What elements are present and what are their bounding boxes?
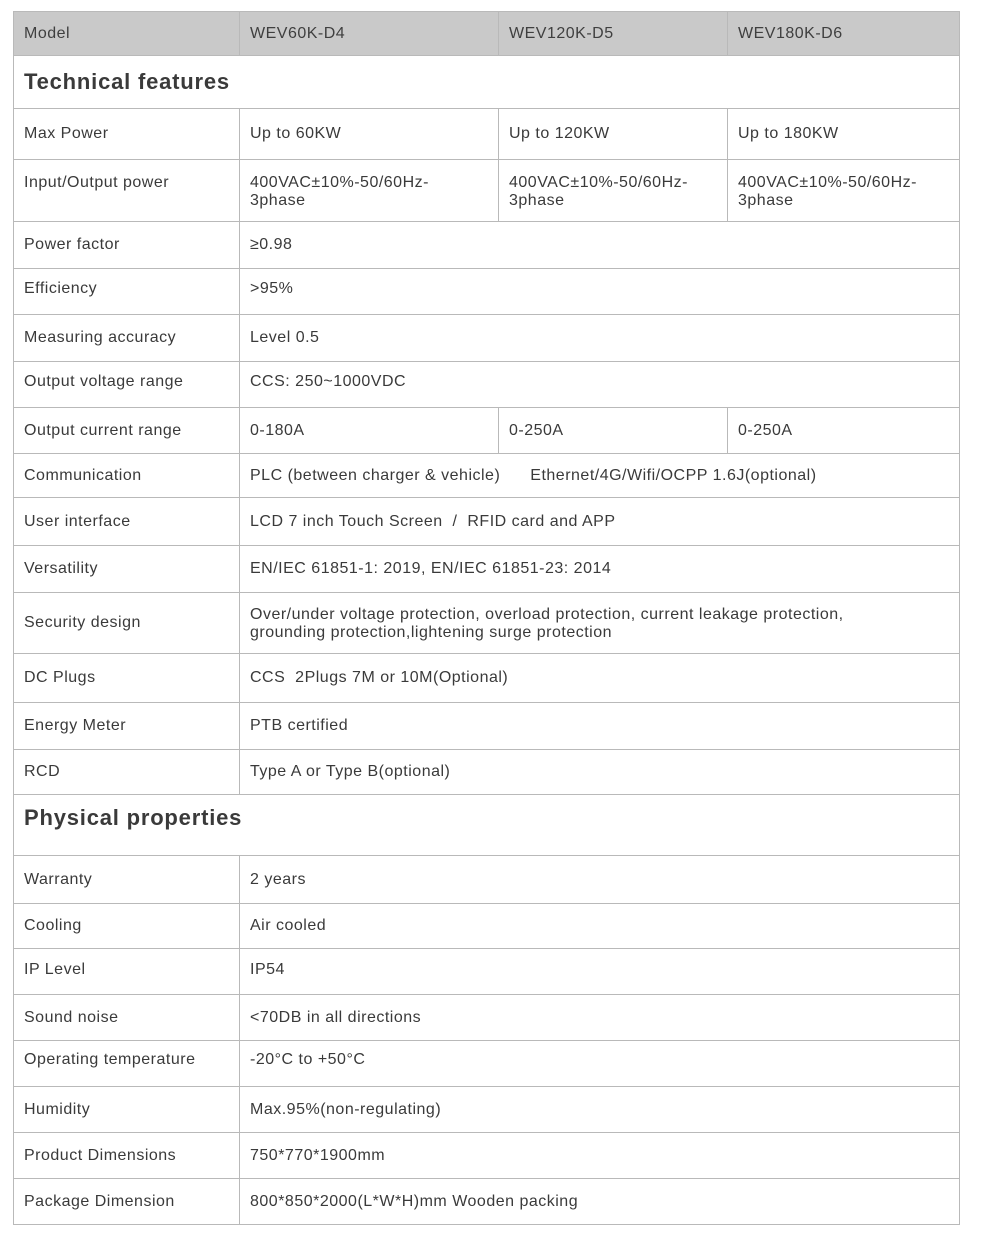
spec-label: Cooling xyxy=(14,904,240,949)
table-row xyxy=(14,222,960,269)
spec-label: Communication xyxy=(14,454,240,498)
table-row xyxy=(14,949,960,995)
section-title-physical: Physical properties xyxy=(14,795,960,856)
table-row xyxy=(14,498,960,546)
spec-value: 800*850*2000(L*W*H)mm Wooden packing xyxy=(240,1179,960,1225)
spec-value-line: Over/under voltage protection, overload protection, current leakage protection, xyxy=(250,606,844,623)
spec-value xyxy=(240,160,499,222)
table-row xyxy=(14,750,960,795)
spec-label: Measuring accuracy xyxy=(14,315,240,362)
spec-label: IP Level xyxy=(14,949,240,995)
spec-label: Output voltage range xyxy=(14,362,240,408)
table-row xyxy=(14,408,960,454)
spec-value: Air cooled xyxy=(240,904,960,949)
spec-label: Humidity xyxy=(14,1087,240,1133)
spec-value-line: 400VAC±10%-50/60Hz- xyxy=(250,174,429,191)
spec-value-line: grounding protection,lightening surge protection xyxy=(250,624,613,641)
table-row xyxy=(14,856,960,904)
spec-value: Type A or Type B(optional) xyxy=(240,750,960,795)
spec-value: >95% xyxy=(240,269,960,315)
spec-value: -20°C to +50°C xyxy=(240,1041,960,1087)
spec-label: Package Dimension xyxy=(14,1179,240,1225)
spec-value: CCS: 250~1000VDC xyxy=(240,362,960,408)
table-row xyxy=(14,109,960,160)
table-row xyxy=(14,654,960,703)
table-row xyxy=(14,1087,960,1133)
spec-label: Input/Output power xyxy=(14,160,240,222)
spec-value: IP54 xyxy=(240,949,960,995)
spec-value: CCS 2Plugs 7M or 10M(Optional) xyxy=(240,654,960,703)
section-row xyxy=(14,56,960,109)
model-label: Model xyxy=(14,12,240,56)
model-name: WEV60K-D4 xyxy=(240,12,499,56)
spec-label: Product Dimensions xyxy=(14,1133,240,1179)
spec-value xyxy=(499,160,728,222)
spec-value: 0-250A xyxy=(499,408,728,454)
spec-label: Sound noise xyxy=(14,995,240,1041)
spec-value-line: 400VAC±10%-50/60Hz- xyxy=(738,174,917,191)
model-name: WEV180K-D6 xyxy=(728,12,960,56)
spec-label: Versatility xyxy=(14,546,240,593)
spec-value: Level 0.5 xyxy=(240,315,960,362)
spec-label: Max Power xyxy=(14,109,240,160)
spec-value-line: 3phase xyxy=(738,192,794,209)
spec-value xyxy=(240,593,960,654)
table-row xyxy=(14,1179,960,1225)
table-row xyxy=(14,995,960,1041)
header-row xyxy=(14,12,960,56)
spec-label: DC Plugs xyxy=(14,654,240,703)
spec-value-line: 3phase xyxy=(250,192,306,209)
spec-value-part: PLC (between charger & vehicle) xyxy=(250,466,501,484)
spec-value: 750*770*1900mm xyxy=(240,1133,960,1179)
table-row xyxy=(14,546,960,593)
spec-value-part: Ethernet/4G/Wifi/OCPP 1.6J(optional) xyxy=(530,466,817,484)
spec-label: Operating temperature xyxy=(14,1041,240,1087)
spec-value: Up to 120KW xyxy=(499,109,728,160)
spec-label: Output current range xyxy=(14,408,240,454)
spec-value: 0-250A xyxy=(728,408,960,454)
model-name: WEV120K-D5 xyxy=(499,12,728,56)
spec-value: 2 years xyxy=(240,856,960,904)
spec-value xyxy=(728,160,960,222)
spec-label: Efficiency xyxy=(14,269,240,315)
spec-value: ≥0.98 xyxy=(240,222,960,269)
spec-label: Power factor xyxy=(14,222,240,269)
spec-label: User interface xyxy=(14,498,240,546)
table-row xyxy=(14,454,960,498)
spec-table xyxy=(13,11,960,1225)
spec-value: PTB certified xyxy=(240,703,960,750)
table-row xyxy=(14,269,960,315)
spec-value: LCD 7 inch Touch Screen / RFID card and APP xyxy=(240,498,960,546)
table-row xyxy=(14,703,960,750)
spec-value: 0-180A xyxy=(240,408,499,454)
table-row xyxy=(14,1041,960,1087)
spec-value: Up to 180KW xyxy=(728,109,960,160)
table-row xyxy=(14,160,960,222)
spec-value-line: 3phase xyxy=(509,192,565,209)
spec-label: RCD xyxy=(14,750,240,795)
spec-label: Warranty xyxy=(14,856,240,904)
table-row xyxy=(14,315,960,362)
spec-value: Up to 60KW xyxy=(240,109,499,160)
table-row xyxy=(14,593,960,654)
spec-value-line: 400VAC±10%-50/60Hz- xyxy=(509,174,688,191)
section-row xyxy=(14,795,960,856)
spec-value xyxy=(240,454,960,498)
spec-label: Energy Meter xyxy=(14,703,240,750)
table-row xyxy=(14,904,960,949)
spec-value: Max.95%(non-regulating) xyxy=(240,1087,960,1133)
table-row xyxy=(14,362,960,408)
section-title-technical: Technical features xyxy=(14,56,960,109)
spec-label: Security design xyxy=(14,593,240,654)
spec-value: EN/IEC 61851-1: 2019, EN/IEC 61851-23: 2014 xyxy=(240,546,960,593)
spec-value: <70DB in all directions xyxy=(240,995,960,1041)
table-row xyxy=(14,1133,960,1179)
